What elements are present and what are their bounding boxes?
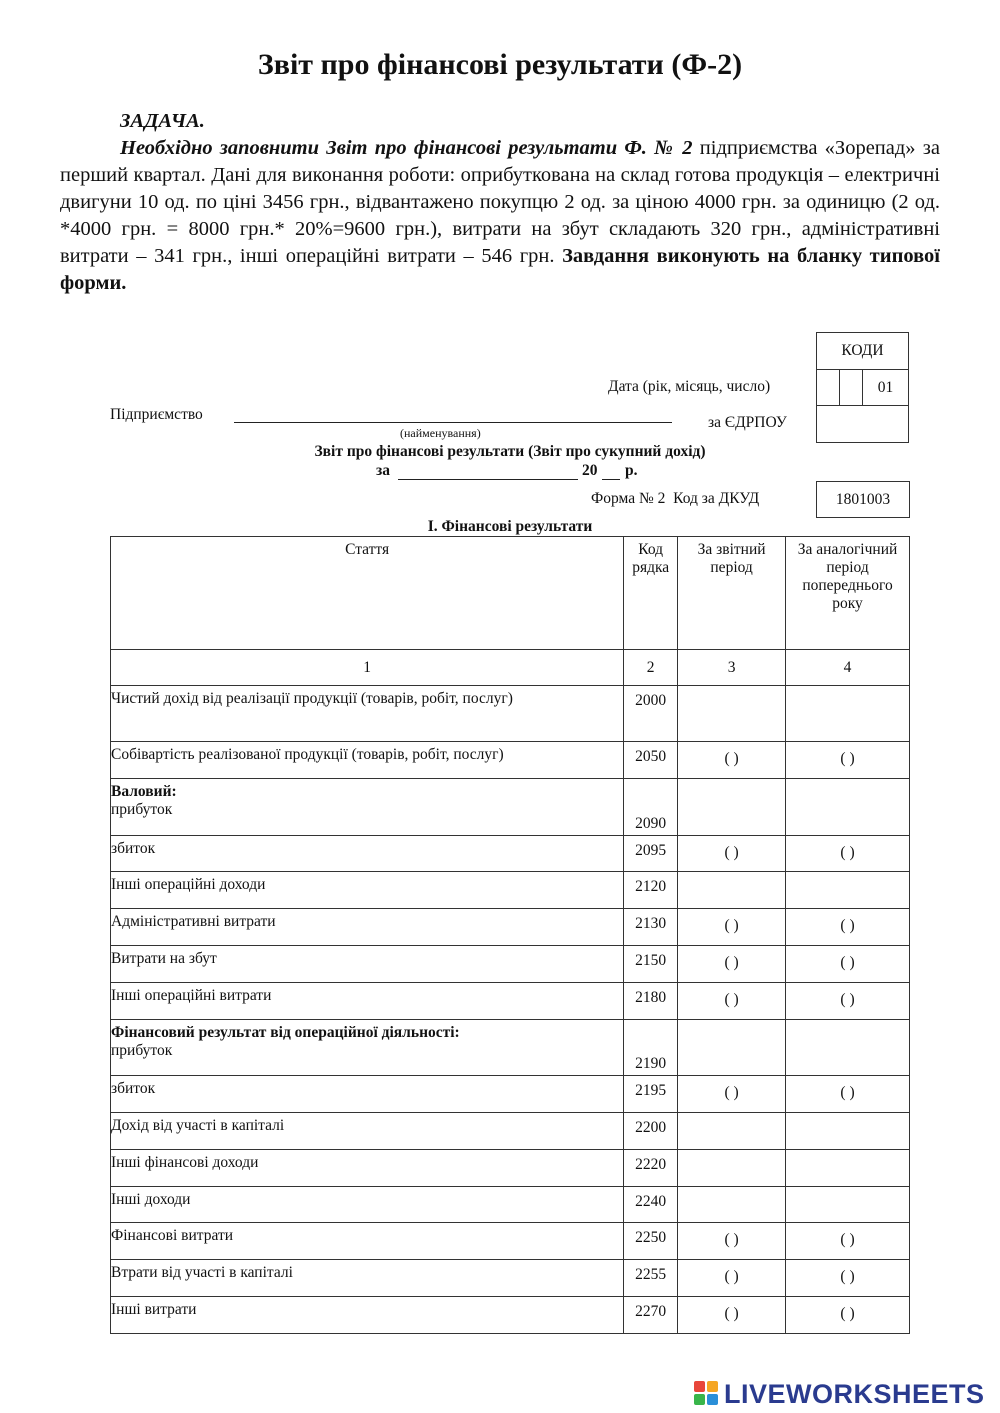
task-lead: Необхідно заповнити Звіт про фінансові результати Ф. № 2: [120, 137, 693, 159]
row-code: 2090: [624, 779, 678, 836]
previous-value-cell[interactable]: ( ): [786, 1260, 910, 1297]
col-header-current: За звітний період: [678, 537, 786, 650]
edrpou-label: за ЄДРПОУ: [708, 414, 787, 431]
period-line[interactable]: [398, 479, 578, 480]
period-prefix: за: [376, 462, 390, 479]
row-code: 2255: [624, 1260, 678, 1297]
table-row: [111, 872, 910, 909]
row-code: 2180: [624, 983, 678, 1020]
financial-results-table: [110, 536, 910, 1334]
previous-value-cell[interactable]: [786, 686, 910, 742]
col-number: 1: [111, 650, 624, 686]
table-row: [111, 909, 910, 946]
current-value-cell[interactable]: [678, 1020, 786, 1076]
current-value-cell[interactable]: ( ): [678, 909, 786, 946]
enterprise-name-line[interactable]: [234, 422, 672, 423]
row-code: 2095: [624, 836, 678, 872]
row-code: 2240: [624, 1187, 678, 1223]
col-number: 2: [624, 650, 678, 686]
current-value-cell[interactable]: ( ): [678, 983, 786, 1020]
table-row: [111, 1076, 910, 1113]
previous-value-cell[interactable]: ( ): [786, 946, 910, 983]
row-code: 2000: [624, 686, 678, 742]
row-label: Інші фінансові доходи: [111, 1150, 624, 1187]
current-value-cell[interactable]: [678, 1150, 786, 1187]
previous-value-cell[interactable]: ( ): [786, 836, 910, 872]
current-value-cell[interactable]: [678, 1113, 786, 1150]
col-header-article: Стаття: [111, 537, 624, 650]
task-heading: ЗАДАЧА.: [120, 110, 205, 132]
row-label: Інші витрати: [111, 1297, 624, 1334]
dkud-code: 1801003: [816, 481, 910, 518]
row-label: збиток: [111, 836, 624, 872]
col-number: 4: [786, 650, 910, 686]
logo-square: [694, 1394, 705, 1405]
col-header-code: Код рядка: [624, 537, 678, 650]
current-value-cell[interactable]: [678, 872, 786, 909]
current-value-cell[interactable]: ( ): [678, 1260, 786, 1297]
edrpou-code-cell[interactable]: [817, 406, 909, 443]
previous-value-cell[interactable]: [786, 872, 910, 909]
date-cell-year[interactable]: [817, 370, 840, 406]
table-row: [111, 1187, 910, 1223]
period-year: 20: [582, 462, 598, 479]
row-label: Чистий дохід від реалізації продукції (товарів, робіт, послуг): [111, 686, 624, 742]
table-row: [111, 1020, 910, 1076]
current-value-cell[interactable]: [678, 1187, 786, 1223]
row-code: 2200: [624, 1113, 678, 1150]
row-code: 2150: [624, 946, 678, 983]
table-row: [111, 836, 910, 872]
row-label: Фінансові витрати: [111, 1223, 624, 1260]
row-code: 2220: [624, 1150, 678, 1187]
task-body: підприємства «Зорепад» за перший квартал. Дані для виконання роботи: оприбуткована на склад готова продукція – електричні двигуни 10 од. по ціні 3456 грн., відвантажено покупцю 2 од. за ціною 4000 грн. за одиницю (2 од. *4000 грн. = 8000 грн.* 20%=9600 грн.), витрати на збут складають 320 грн., адміністративні витрати – 341 грн., інші операційні витрати – 546 грн.: [60, 137, 940, 267]
row-code: 2270: [624, 1297, 678, 1334]
current-value-cell[interactable]: ( ): [678, 1223, 786, 1260]
row-label: Адміністративні витрати: [111, 909, 624, 946]
enterprise-label: Підприємство: [110, 406, 203, 423]
previous-value-cell[interactable]: [786, 1113, 910, 1150]
row-label: Інші операційні витрати: [111, 983, 624, 1020]
row-label: [111, 1020, 624, 1076]
row-code: 2250: [624, 1223, 678, 1260]
row-label: збиток: [111, 1076, 624, 1113]
liveworksheets-logo-text: LIVEWORKSHEETS: [724, 1378, 985, 1409]
previous-value-cell[interactable]: ( ): [786, 742, 910, 779]
date-cell-month[interactable]: [840, 370, 863, 406]
liveworksheets-logo: [694, 1377, 985, 1411]
row-label: Дохід від участі в капіталі: [111, 1113, 624, 1150]
table-row: [111, 1223, 910, 1260]
table-row: [111, 1113, 910, 1150]
current-value-cell[interactable]: [678, 686, 786, 742]
row-code: 2050: [624, 742, 678, 779]
table-row: [111, 686, 910, 742]
current-value-cell[interactable]: ( ): [678, 1076, 786, 1113]
report-title: Звіт про фінансові результати (Звіт про сукупний дохід): [314, 443, 706, 460]
current-value-cell[interactable]: ( ): [678, 836, 786, 872]
current-value-cell[interactable]: ( ): [678, 742, 786, 779]
previous-value-cell[interactable]: ( ): [786, 983, 910, 1020]
logo-square: [707, 1394, 718, 1405]
row-code: 2195: [624, 1076, 678, 1113]
task-text: [60, 108, 940, 297]
col-header-previous: За аналогічний період попереднього року: [786, 537, 910, 650]
table-row: [111, 1297, 910, 1334]
column-number-row: [111, 650, 910, 686]
liveworksheets-logo-icon: [694, 1381, 720, 1407]
current-value-cell[interactable]: ( ): [678, 946, 786, 983]
table-header-row: [111, 537, 910, 650]
task-paragraph: [60, 135, 940, 297]
previous-value-cell[interactable]: ( ): [786, 1076, 910, 1113]
current-value-cell[interactable]: [678, 779, 786, 836]
date-cell-day[interactable]: 01: [863, 370, 909, 406]
table-row: [111, 1260, 910, 1297]
row-label: [111, 779, 624, 836]
current-value-cell[interactable]: ( ): [678, 1297, 786, 1334]
row-label: Витрати на збут: [111, 946, 624, 983]
date-label: Дата (рік, місяць, число): [608, 378, 771, 395]
name-hint: (найменування): [400, 426, 481, 440]
row-code: 2120: [624, 872, 678, 909]
table-row: [111, 946, 910, 983]
row-label-sub: прибуток: [111, 1042, 173, 1059]
period-suffix: р.: [625, 462, 638, 479]
row-label: Інші доходи: [111, 1187, 624, 1223]
previous-value-cell[interactable]: [786, 1187, 910, 1223]
logo-square: [694, 1381, 705, 1392]
previous-value-cell[interactable]: [786, 1150, 910, 1187]
task-tail: Завдання виконують на бланку типової форми.: [60, 245, 940, 294]
section-title: І. Фінансові результати: [427, 518, 593, 535]
page-title: Звіт про фінансові результати (Ф-2): [257, 48, 743, 81]
row-label: Втрати від участі в капіталі: [111, 1260, 624, 1297]
logo-square: [707, 1381, 718, 1392]
previous-value-cell[interactable]: [786, 779, 910, 836]
previous-value-cell[interactable]: ( ): [786, 1223, 910, 1260]
period-year-line[interactable]: [602, 479, 620, 480]
row-code: 2190: [624, 1020, 678, 1076]
form-label: Форма № 2 Код за ДКУД: [591, 490, 760, 507]
previous-value-cell[interactable]: [786, 1020, 910, 1076]
table-row: [111, 983, 910, 1020]
row-label-sub: прибуток: [111, 801, 173, 818]
row-label: Собівартість реалізованої продукції (товарів, робіт, послуг): [111, 742, 624, 779]
codes-label: КОДИ: [817, 333, 909, 370]
row-code: 2130: [624, 909, 678, 946]
table-row: [111, 779, 910, 836]
previous-value-cell[interactable]: ( ): [786, 909, 910, 946]
row-label-bold: Валовий:: [111, 783, 177, 800]
row-label-bold: Фінансовий результат від операційної діяльності:: [111, 1024, 460, 1041]
previous-value-cell[interactable]: ( ): [786, 1297, 910, 1334]
codes-box: [816, 332, 909, 443]
table-row: [111, 742, 910, 779]
col-number: 3: [678, 650, 786, 686]
row-label: Інші операційні доходи: [111, 872, 624, 909]
table-row: [111, 1150, 910, 1187]
